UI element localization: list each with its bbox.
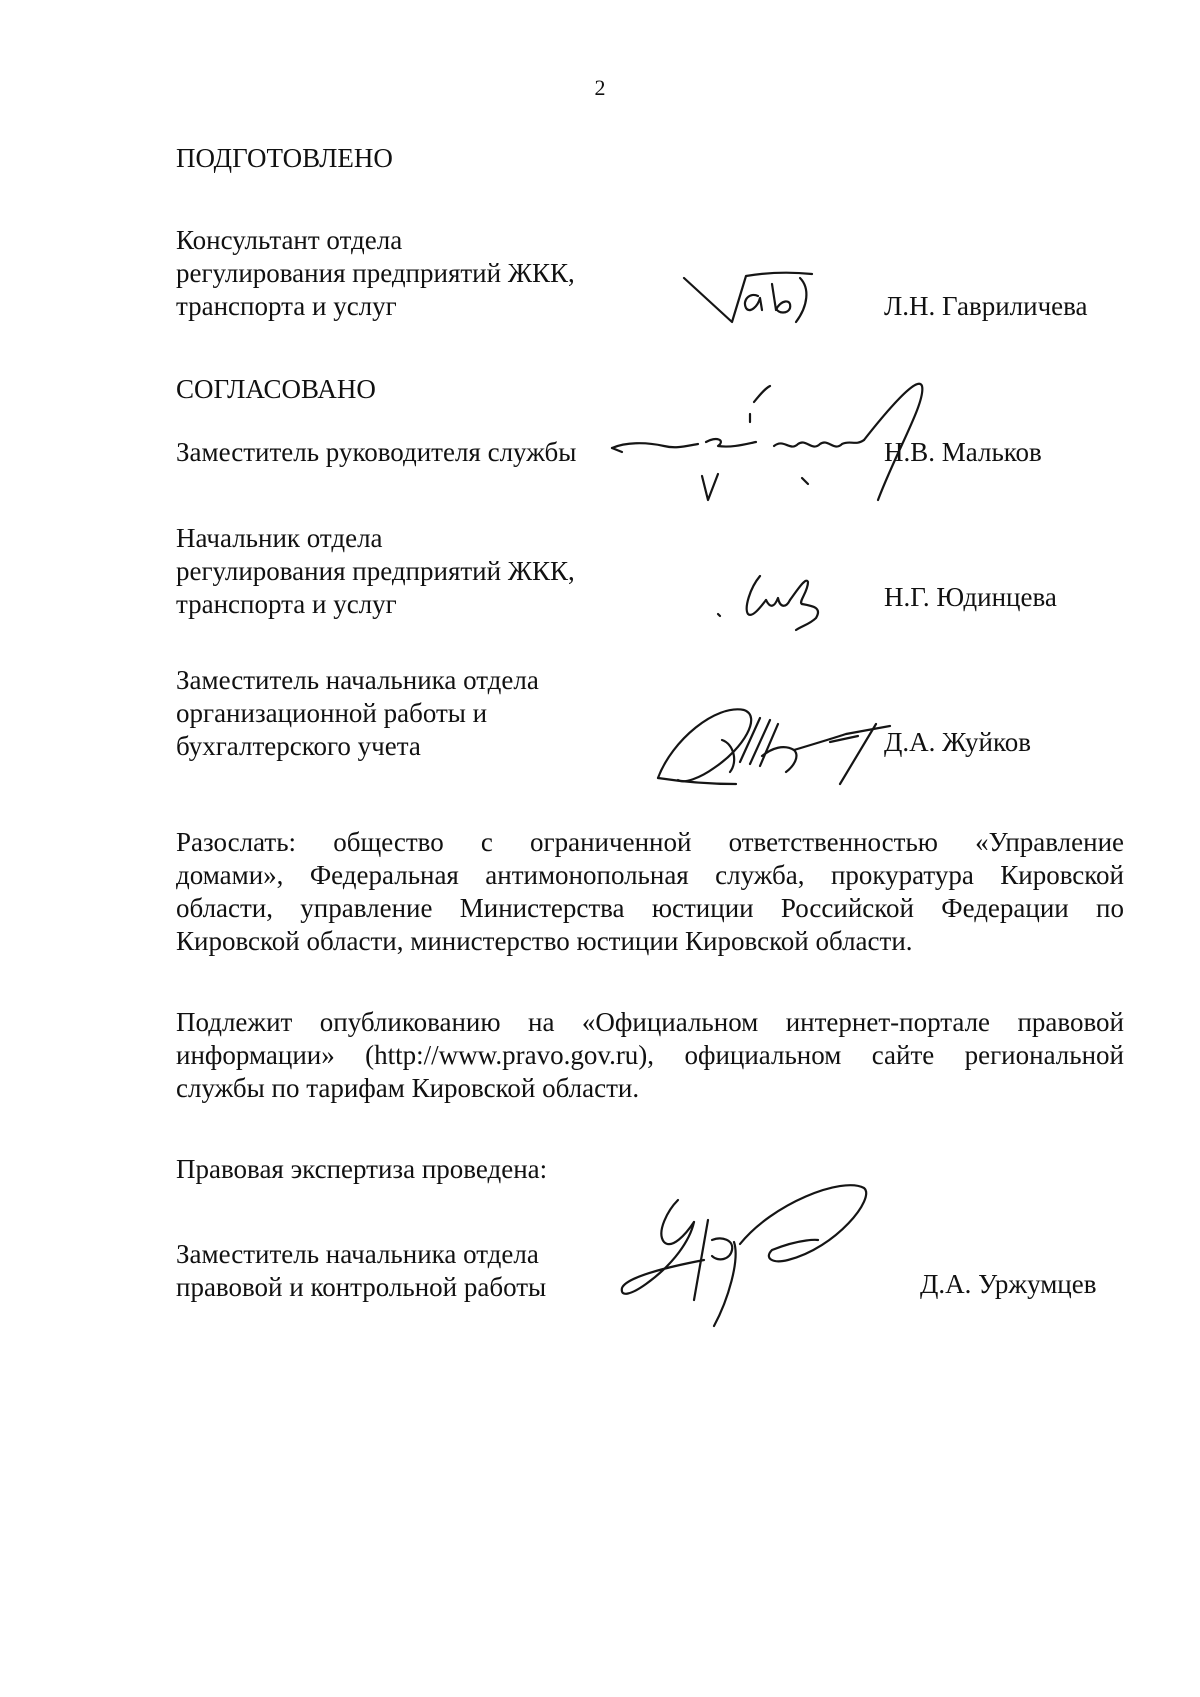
publication-line: службы по тарифам Кировской области. [176, 1073, 640, 1103]
distribution-line: Разослать: общество с ограниченной ответственностью «Управление [176, 827, 1124, 857]
prepared-signer-name: Л.Н. Гавриличева [884, 291, 1088, 321]
agreed-heading: СОГЛАСОВАНО [176, 374, 376, 404]
prepared-heading: ПОДГОТОВЛЕНО [176, 143, 393, 173]
agreed-signer-3-position [176, 664, 539, 763]
agreed-signer-2-name: Н.Г. Юдинцева [884, 582, 1057, 612]
signature-urzhumtsev [612, 1180, 882, 1330]
publication-note [176, 1006, 1124, 1105]
legal-review-signer-name: Д.А. Уржумцев [920, 1269, 1097, 1299]
position-line: бухгалтерского учета [176, 731, 421, 761]
agreed-signer-1-position: Заместитель руководителя службы [176, 437, 577, 467]
position-line: регулирования предприятий ЖКК, [176, 556, 575, 586]
agreed-signer-2-position [176, 522, 575, 621]
page-number: 2 [594, 75, 606, 100]
position-line: регулирования предприятий ЖКК, [176, 258, 575, 288]
agreed-signer-1-name: Н.В. Мальков [884, 437, 1042, 467]
signature-yudintseva [710, 568, 840, 638]
prepared-position [176, 224, 575, 323]
distribution-list [176, 826, 1124, 958]
signature-zhuikov [644, 700, 894, 794]
legal-review-position [176, 1238, 546, 1304]
publication-line: Подлежит опубликованию на «Официальном интернет-портале правовой [176, 1007, 1124, 1037]
distribution-line: домами», Федеральная антимонопольная служба, прокуратура Кировской [176, 860, 1124, 890]
signature-gavrilicheva [680, 266, 830, 332]
legal-review-heading: Правовая экспертиза проведена: [176, 1154, 548, 1184]
distribution-line: области, управление Министерства юстиции Российской Федерации по [176, 893, 1124, 923]
agreed-signer-3-name: Д.А. Жуйков [884, 727, 1031, 757]
position-line: транспорта и услуг [176, 291, 397, 321]
position-line: организационной работы и [176, 698, 488, 728]
position-line: транспорта и услуг [176, 589, 397, 619]
position-line: Заместитель начальника отдела [176, 1239, 539, 1269]
publication-line: информации» (http://www.pravo.gov.ru), официальном сайте региональной [176, 1040, 1124, 1070]
distribution-line: Кировской области, министерство юстиции Кировской области. [176, 926, 913, 956]
position-line: Заместитель начальника отдела [176, 665, 539, 695]
position-line: Начальник отдела [176, 523, 383, 553]
position-line: Консультант отдела [176, 225, 403, 255]
position-line: правовой и контрольной работы [176, 1272, 547, 1302]
